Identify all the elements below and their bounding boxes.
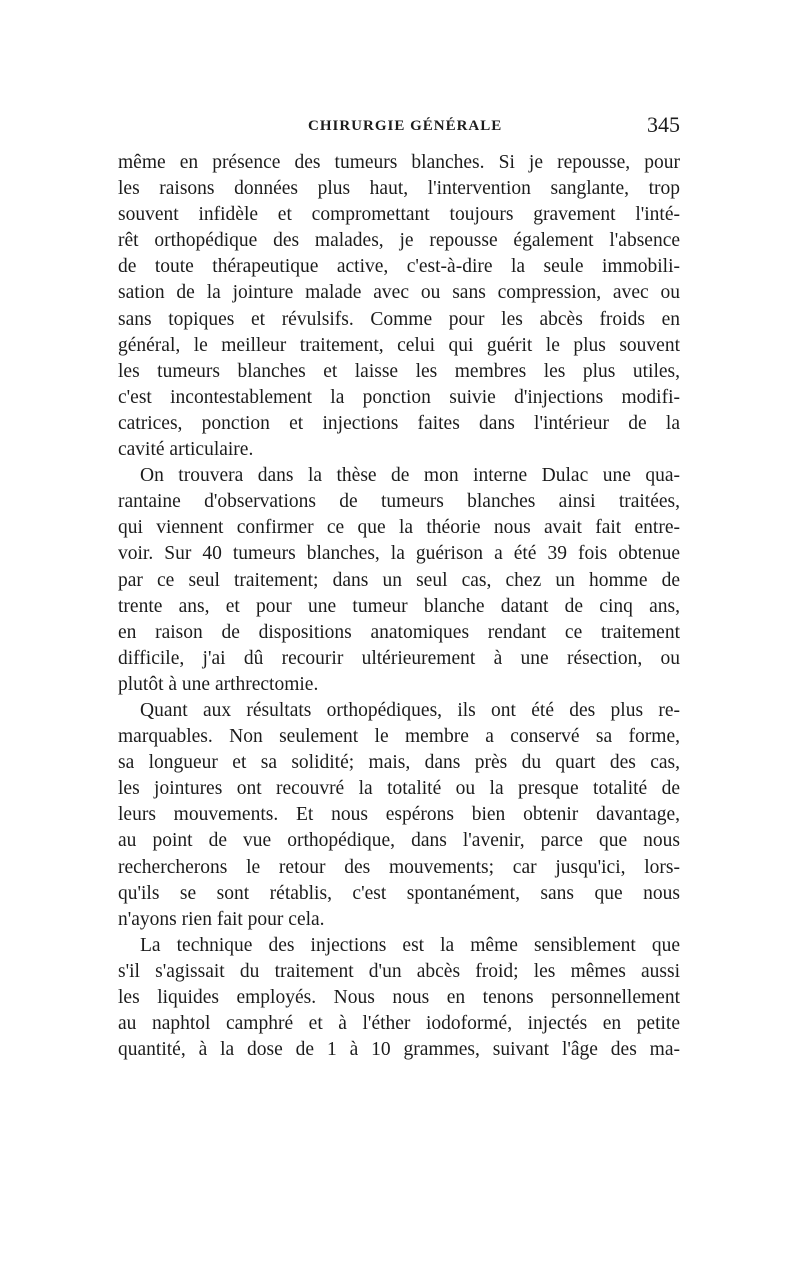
text-line: cavité articulaire. (118, 439, 254, 461)
text-line: On trouvera dans la thèse de mon interne Dulac une qua- (140, 465, 680, 487)
text-line: en raison de dispositions anatomiques rendant ce traitement (118, 621, 680, 643)
text-line: les raisons données plus haut, l'intervention sanglante, trop (118, 178, 680, 200)
text-line: les jointures ont recouvré la totalité ou la presque totalité de (118, 778, 680, 800)
text-line: catrices, ponction et injections faites dans l'intérieur de la (118, 412, 680, 434)
text-line: s'il s'agissait du traitement d'un abcès froid; les mêmes aussi (118, 960, 680, 982)
text-line: général, le meilleur traitement, celui qui guérit le plus souvent (118, 334, 680, 356)
text-line: c'est incontestablement la ponction suivie d'injections modifi- (118, 386, 680, 408)
text-line: les tumeurs blanches et laisse les membres les plus utiles, (118, 360, 680, 382)
page-number: 345 (647, 112, 680, 137)
text-line: qu'ils se sont rétablis, c'est spontanément, sans que nous (118, 882, 680, 904)
text-line: voir. Sur 40 tumeurs blanches, la guérison a été 39 fois obtenue (118, 543, 680, 565)
text-line: quantité, à la dose de 1 à 10 grammes, suivant l'âge des ma- (118, 1039, 680, 1061)
text-line: rechercherons le retour des mouvements; car jusqu'ici, lors- (118, 856, 680, 878)
text-line: de toute thérapeutique active, c'est-à-dire la seule immobili- (118, 256, 680, 278)
body-text (118, 150, 680, 1063)
text-line: rêt orthopédique des malades, je repousse également l'absence (118, 230, 680, 252)
text-line: même en présence des tumeurs blanches. Si je repousse, pour (118, 152, 680, 173)
text-line: n'ayons rien fait pour cela. (118, 908, 325, 930)
text-line: difficile, j'ai dû recourir ultérieurement à une résection, ou (118, 647, 680, 669)
text-line: au point de vue orthopédique, dans l'avenir, parce que nous (118, 830, 680, 852)
page-header (118, 112, 680, 146)
running-head: CHIRURGIE GÉNÉRALE (308, 118, 503, 134)
text-line: les liquides employés. Nous nous en tenons personnellement (118, 987, 680, 1008)
text-line: Quant aux résultats orthopédiques, ils ont été des plus re- (140, 699, 680, 721)
text-line: sans topiques et révulsifs. Comme pour les abcès froids en (118, 308, 680, 330)
text-line: leurs mouvements. Et nous espérons bien obtenir davantage, (118, 804, 680, 826)
paragraph (118, 933, 680, 1063)
text-line: sation de la jointure malade avec ou sans compression, avec ou (118, 282, 680, 304)
text-line: au naphtol camphré et à l'éther iodoformé, injectés en petite (118, 1013, 680, 1035)
text-line: sa longueur et sa solidité; mais, dans près du quart des cas, (118, 752, 680, 774)
text-line: rantaine d'observations de tumeurs blanches ainsi traitées, (118, 491, 680, 513)
text-line: La technique des injections est la même sensiblement que (140, 934, 680, 956)
text-line: plutôt à une arthrectomie. (118, 673, 319, 695)
text-line: trente ans, et pour une tumeur blanche datant de cinq ans, (118, 595, 680, 617)
text-line: marquables. Non seulement le membre a conservé sa forme, (118, 726, 680, 748)
text-line: par ce seul traitement; dans un seul cas, chez un homme de (118, 569, 680, 591)
text-line: qui viennent confirmer ce que la théorie nous avait fait entre- (118, 517, 680, 539)
paragraph (118, 698, 680, 933)
paragraph (118, 463, 680, 698)
paragraph (118, 150, 680, 463)
text-line: souvent infidèle et compromettant toujours gravement l'inté- (118, 204, 680, 226)
